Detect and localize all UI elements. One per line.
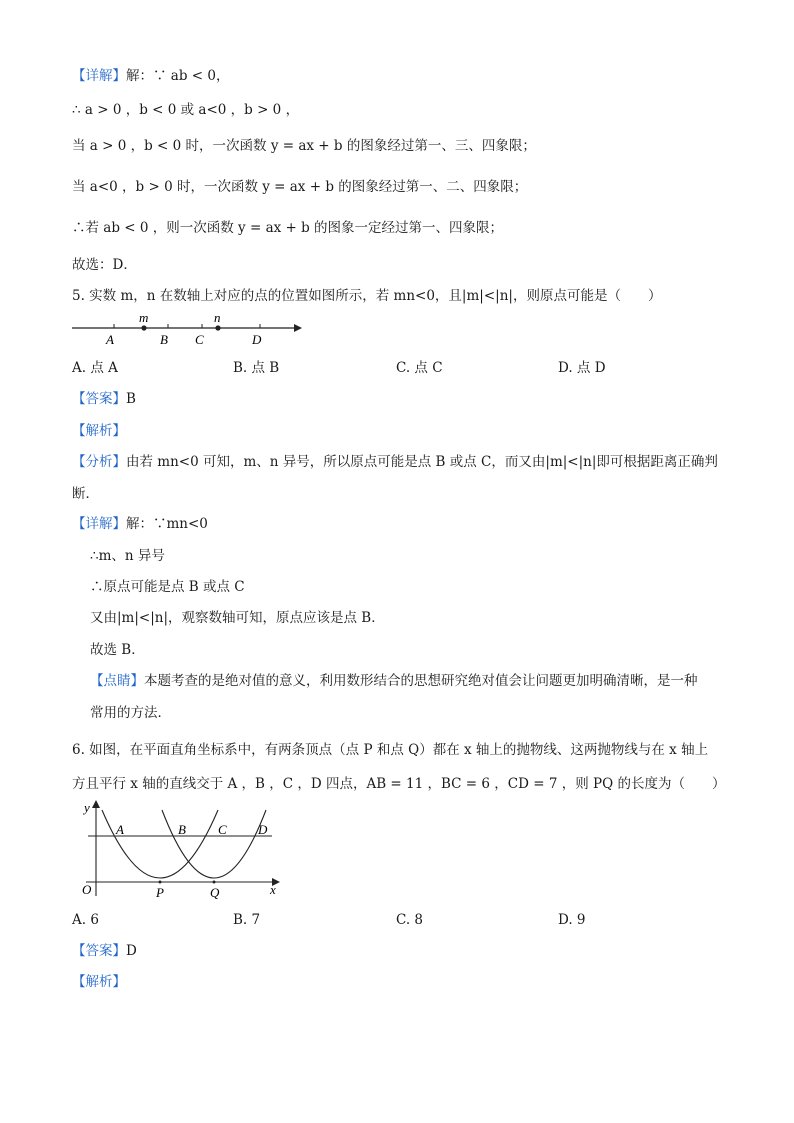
q5-option-a: A. 点 A [72,360,118,376]
label-C: C [195,332,204,347]
label-D: D [252,332,262,347]
q6-answer: 【答案】D [72,943,137,959]
label-O: O [82,882,92,897]
label-m: m [139,310,149,325]
y-axis-arrow [92,800,100,808]
label-D: D [258,822,268,837]
q6-stem-line-2: 方且平行 x 轴的直线交于 A ，B ，C ，D 四点，AB = 11 ，BC = 6 ，CD = 7 ，则 PQ 的长度为（ ） [72,776,726,792]
label-C: C [218,822,227,837]
q5-detail-line-2: ∴m、n 异号 [90,548,165,564]
q5-option-d: D. 点 D [558,360,606,376]
q5-dianjing-line-1: 【点睛】本题考查的是绝对值的意义，利用数形结合的思想研究绝对值会让问题更加明确清晰，是一种 [90,673,698,689]
q5-option-b: B. 点 B [233,360,280,376]
q6-option-d: D. 9 [558,912,586,928]
label-y: y [84,800,90,815]
label-n: n [214,310,221,325]
number-line-figure [72,310,302,350]
q4-detail-line-6: 故选：D． [72,257,137,273]
label-A: A [106,332,114,347]
parabola-figure [72,798,288,902]
label-x: x [270,882,276,897]
q5-fenxi-line-1: 【分析】由若 mn<0 可知，m、n 异号，所以原点可能是点 B 或点 C，而又由|m|<|n|即可根据距离正确判 [72,454,718,470]
q6-option-a: A. 6 [72,912,99,928]
q5-dianjing-line-2: 常用的方法． [90,705,171,721]
q6-option-b: B. 7 [233,912,261,928]
number-line-arrow [294,324,302,332]
point-P-dot [159,881,162,884]
label-B: B [160,332,168,347]
q4-detail-line-5: ∴若 ab < 0 ，则一次函数 y = ax + b 的图象一定经过第一、四象限； [72,220,504,236]
q5-detail-line-1: 【详解】解：∵mn<0 [72,516,208,532]
detail-tag: 【详解】 [72,68,126,84]
label-B: B [178,822,186,837]
q4-detail-line-1: 【详解】解：∵ ab < 0， [72,68,230,84]
q6-option-c: C. 8 [396,912,424,928]
q5-detail-line-4: 又由|m|<|n|，观察数轴可知，原点应该是点 B． [90,610,385,626]
q6-analysis-tag: 【解析】 [72,974,126,990]
point-n [215,325,220,330]
q5-fenxi-line-2: 断． [72,486,99,502]
q5-analysis-tag: 【解析】 [72,423,126,439]
q5-option-c: C. 点 C [396,360,443,376]
q4-detail-line-3: 当 a > 0 ，b < 0 时，一次函数 y = ax + b 的图象经过第一、三、四象限； [72,138,536,154]
label-P: P [156,885,164,900]
q5-detail-line-3: ∴原点可能是点 B 或点 C [90,579,245,595]
label-Q: Q [210,885,220,900]
q6-stem-line-1: 6. 如图，在平面直角坐标系中，有两条顶点（点 P 和点 Q）都在 x 轴上的抛物线、这两抛物线与在 x 轴上 [72,742,709,758]
q5-detail-line-5: 故选 B． [90,642,145,658]
q5-answer: 【答案】B [72,391,136,407]
q4-detail-line-4: 当 a<0 ，b > 0 时，一次函数 y = ax + b 的图象经过第一、二、四象限； [72,179,528,195]
q4-detail-line-2: ∴ a > 0 ，b < 0 或 a<0 ，b > 0 ， [72,102,300,118]
point-Q-dot [213,881,216,884]
q5-stem: 5. 实数 m，n 在数轴上对应的点的位置如图所示，若 mn<0，且|m|<|n|，则原点可能是（ ） [72,288,662,304]
parabola-left [102,810,218,878]
label-A: A [116,822,124,837]
point-m [141,325,146,330]
